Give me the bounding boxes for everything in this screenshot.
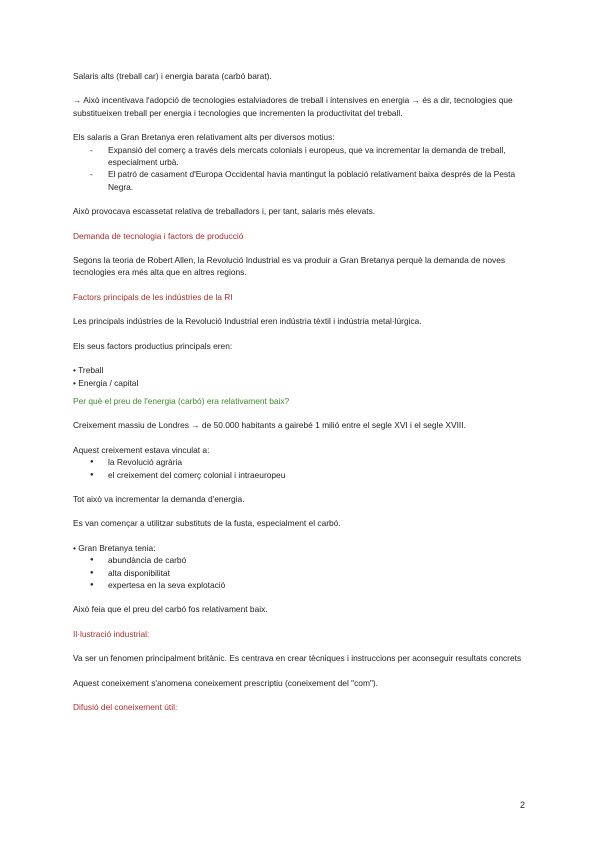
paragraph: Aquest coneixement s'anomena coneixement prescriptiu (coneixement del "com"). xyxy=(73,677,379,688)
paragraph: Salaris alts (treball car) i energia barata (carbó barat). xyxy=(73,71,272,81)
paragraph: Segons la teoria de Robert Allen, la Revolució Industrial es va produir a Gran Bretanya perquè la demanda de noves tecnologies era més alta que en altres regions. xyxy=(73,255,506,278)
list-item: - Expansió del comerç a través dels mercats colonials i europeus, que va incrementar la demanda de treball, especialment urbà. xyxy=(73,144,533,169)
page-content xyxy=(73,70,533,713)
paragraph: Els seus factors productius principals eren: xyxy=(73,340,233,351)
bullet-list xyxy=(73,554,533,591)
section-heading: Il·lustració industrial: xyxy=(73,628,150,639)
paragraph: Va ser un fenomen principalment britànic. Es centrava en crear tècniques i instruccions per aconseguir resultats concrets xyxy=(73,653,522,664)
section-heading: Difusió del coneixement útil: xyxy=(73,702,178,712)
list-item: ● la Revolució agrària xyxy=(73,456,533,468)
page-number: 2 xyxy=(520,800,526,810)
paragraph: Es van començar a utilitzar substituts de la fusta, especialment el carbó. xyxy=(73,518,341,529)
paragraph: Això feia que el preu del carbó fos relativament baix. xyxy=(73,604,268,615)
bullet-list xyxy=(73,456,533,481)
section-heading: Demanda de tecnologia i factors de producció xyxy=(73,230,244,241)
paragraph: Les principals indústries de la Revolució Industrial eren indústria tèxtil i indústria metal·lúrgica. xyxy=(73,316,422,327)
dash-list xyxy=(73,144,533,194)
section-heading: Per què el preu de l'energia (carbó) era relativament baix? xyxy=(73,395,290,406)
list-item: ● el creixement del comerç colonial i intraeuropeu xyxy=(73,469,533,481)
paragraph: → Això incentivava l'adopció de tecnologies estalviadores de treball i intensives en energia → és a dir, tecnologies que substitueixen treball per energia i tecnologies que incrementen la productivitat del treball. xyxy=(73,95,513,118)
paragraph: Els salaris a Gran Bretanya eren relativament alts per diversos motius: xyxy=(73,132,335,143)
list-item: - El patró de casament d'Europa Occidental havia mantingut la població relativament baixa després de la Pesta Negra. xyxy=(73,168,533,193)
list-item: ● abundància de carbó xyxy=(73,554,533,566)
list-item: ● alta disponibilitat xyxy=(73,567,533,579)
list-item: • Treball xyxy=(73,365,104,376)
paragraph: Creixement massiu de Londres → de 50.000 habitants a gairebé 1 milió entre el segle XVI i el segle XVIII. xyxy=(73,420,466,431)
section-heading: Factors principals de les indústries de la RI xyxy=(73,291,233,302)
paragraph: Aquest creixement estava vinculat a: xyxy=(73,444,210,455)
paragraph: Això provocava escassetat relativa de treballadors i, per tant, salaris més elevats. xyxy=(73,206,376,217)
list-item: • Energia / capital xyxy=(73,377,139,388)
list-item: • Gran Bretanya tenia: xyxy=(73,542,156,553)
list-item: ● expertesa en la seva explotació xyxy=(73,579,533,591)
paragraph: Tot això va incrementar la demanda d'energia. xyxy=(73,493,245,504)
